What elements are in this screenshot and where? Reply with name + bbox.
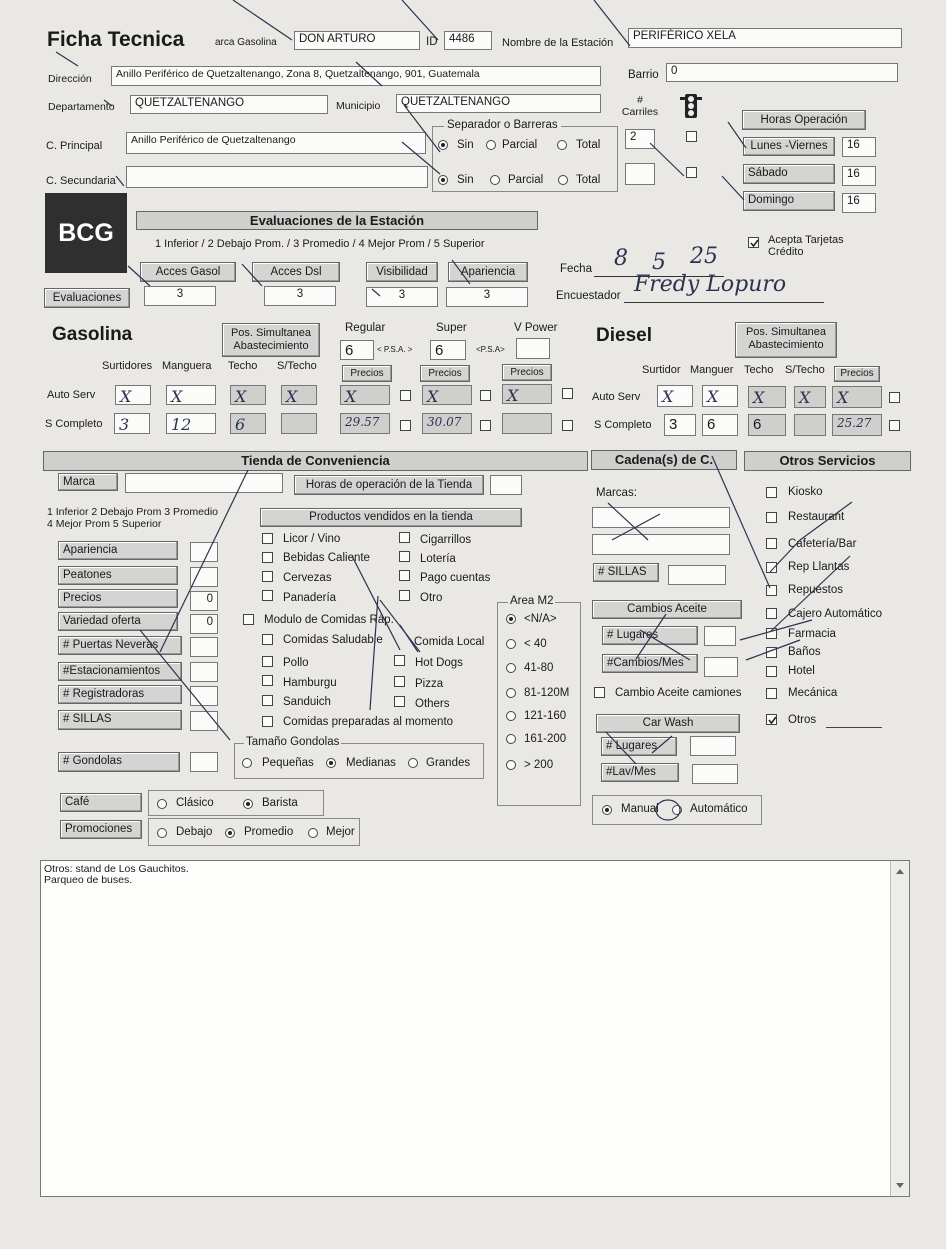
gas-sc-techo[interactable]: 6 [230,413,266,434]
separador-label: Separador o Barreras [444,119,561,131]
area-160-radio[interactable] [506,711,516,721]
notes-line-2: Parqueo de buses. [44,874,133,886]
tienda-header: Tienda de Conveniencia [43,451,588,471]
precios-regular-button[interactable]: Precios [342,365,392,382]
tienda-registradoras-button[interactable]: # Registradoras [58,685,182,704]
area-more-label: > 200 [524,759,554,771]
direccion-field[interactable]: Anillo Periférico de Quetzaltenango, Zona 8, Quetzaltenango, 901, Guatemala [111,66,601,86]
area-120-label: 81-120M [524,687,570,699]
gas-auto-surtidores[interactable]: X [115,385,151,405]
manual-label: Manual [621,803,659,815]
tienda-variedad-button[interactable]: Variedad oferta [58,612,178,631]
tienda-registradoras-field[interactable] [190,686,218,706]
marcas-field-2[interactable] [592,534,730,555]
sep1-total-label: Total [576,139,601,151]
medianas-radio[interactable] [326,758,336,768]
horas-operacion-button[interactable]: Horas Operación [742,110,866,130]
encuestador-label: Encuestador [556,290,621,302]
pequenas-radio[interactable] [242,758,252,768]
gas-sc-regular-checkbox[interactable] [400,420,411,431]
kiosko-checkbox[interactable] [766,487,777,498]
sanduich-checkbox[interactable] [262,695,273,706]
cervezas-label: Cervezas [283,572,332,584]
domingo-button[interactable]: Domingo [743,191,835,211]
apariencia-button[interactable]: Apariencia [448,262,528,282]
gas-sc-precio-regular[interactable]: 29.57 [340,413,390,434]
gas-sc-manguera[interactable]: 12 [166,413,216,434]
regular-label: Regular [345,322,386,334]
cadena-sillas-field[interactable] [668,565,726,585]
restaurant-checkbox[interactable] [766,512,777,523]
gas-auto-precio-regular[interactable]: X [340,385,390,405]
diesel-auto-checkbox[interactable] [889,392,900,403]
cafeteria-checkbox[interactable] [766,538,777,549]
hot-dogs-checkbox[interactable] [394,655,405,666]
diesel-auto-stecho[interactable]: X [794,386,826,408]
area-120-radio[interactable] [506,688,516,698]
grandes-radio[interactable] [408,758,418,768]
tienda-scale-2: 4 Mejor Prom 5 Superior [47,518,162,530]
promedio-label: Promedio [244,826,294,838]
cervezas-checkbox[interactable] [262,571,273,582]
sep2-total-label: Total [576,174,601,186]
loteria-checkbox[interactable] [399,551,410,562]
carriles-field-1[interactable]: 2 [625,129,655,149]
car-wash-button[interactable]: Car Wash [596,714,740,733]
tamano-gondolas-label: Tamaño Gondolas [246,736,340,748]
departamento-field[interactable]: QUETZALTENANGO [130,95,328,114]
gas-auto-stecho[interactable]: X [281,385,317,405]
gas-auto-vpower-checkbox[interactable] [562,388,573,399]
hotel-label: Hotel [788,665,815,677]
nombre-label: Nombre de la Estación [502,37,614,49]
repuestos-checkbox[interactable] [766,585,777,596]
kiosko-label: Kiosko [788,486,823,498]
gas-sc-precio-super[interactable]: 30.07 [422,413,472,434]
otros-line [826,727,882,728]
encuestador-line [624,302,824,303]
encuestador-signature: Fredy Lopuro [634,272,787,297]
banos-checkbox[interactable] [766,647,777,658]
gas-auto-super-checkbox[interactable] [480,390,491,401]
carwash-lugares-field[interactable] [690,736,736,756]
fecha-label: Fecha [560,263,592,275]
modulo-comidas-checkbox[interactable] [243,614,254,625]
diesel-pos-simultanea-button[interactable]: Pos. Simultanea Abastecimiento [735,322,837,358]
otro-label: Otro [420,592,443,604]
notes-textarea[interactable] [40,860,910,1197]
diesel-sc-manguera[interactable]: 6 [702,414,738,436]
pollo-checkbox[interactable] [262,656,273,667]
tienda-gondolas-field[interactable] [190,752,218,772]
psa-label-2: <P.S.A> [476,345,505,354]
area-40-label: < 40 [524,638,547,650]
barrio-label: Barrio [628,69,659,81]
rep-llantas-label: Rep Llantas [788,561,850,573]
diesel-sc-stecho[interactable] [794,414,826,436]
manguera-label: Manguera [162,360,212,372]
tienda-precios-field[interactable]: 0 [190,591,218,611]
super-label: Super [436,322,467,334]
grandes-label: Grandes [426,757,471,769]
cajero-checkbox[interactable] [766,608,777,619]
hamburgu-label: Hamburgu [283,677,337,689]
csecundaria-field[interactable] [126,166,428,188]
panaderia-label: Panadería [283,592,337,604]
horas-tienda-field[interactable] [490,475,522,495]
gasolina-title: Gasolina [52,324,133,345]
diesel-auto-manguera[interactable]: X [702,385,738,407]
otros-servicios-header: Otros Servicios [744,451,911,471]
tienda-apariencia-button[interactable]: Apariencia [58,541,178,560]
gas-auto-precio-super[interactable]: X [422,385,472,405]
cambios-aceite-button[interactable]: Cambios Aceite [592,600,742,619]
surtidores-label: Surtidores [102,360,153,372]
promociones-button[interactable]: Promociones [60,820,142,839]
gas-auto-techo[interactable]: X [230,385,266,405]
modulo-comidas-label: Modulo de Comidas Ráp. [264,614,394,626]
carwash-lugares-button[interactable]: # Lugares [601,737,677,756]
sep1-parcial-label: Parcial [502,139,538,151]
pollo-label: Pollo [283,657,309,669]
diesel-auto-serv-label: Auto Serv [592,391,641,403]
farmacia-label: Farmacia [788,628,836,640]
traffic-light-icon [680,93,702,119]
gas-auto-serv-label: Auto Serv [47,389,96,401]
cafeteria-label: Cafetería/Bar [788,538,857,550]
diesel-auto-techo[interactable]: X [748,386,786,408]
area-40-radio[interactable] [506,639,516,649]
evaluaciones-button[interactable]: Evaluaciones [44,288,130,308]
tienda-precios-button[interactable]: Precios [58,589,178,608]
bcg-logo: BCG [45,193,127,273]
diesel-auto-surtidor[interactable]: X [657,385,693,407]
gas-sc-precio-vpower[interactable] [502,413,552,434]
area-more-radio[interactable] [506,760,516,770]
aceite-camiones-label: Cambio Aceite camiones [615,687,742,699]
gas-auto-regular-checkbox[interactable] [400,390,411,401]
diesel-sc-techo[interactable]: 6 [748,414,786,436]
cprincipal-field[interactable]: Anillo Periférico de Quetzaltenango [126,132,426,154]
panaderia-checkbox[interactable] [262,590,273,601]
tienda-peatones-button[interactable]: Peatones [58,566,178,585]
marca-label: arca Gasolina [215,37,277,48]
vpower-field[interactable] [516,338,550,359]
area-na-label: <N/A> [524,613,557,625]
mecanica-checkbox[interactable] [766,688,777,699]
precios-vpower-button[interactable]: Precios [502,364,552,381]
cambios-lugares-button[interactable]: # Lugares [602,626,698,645]
stecho-label: S/Techo [277,360,317,372]
gas-sc-surtidores[interactable]: 3 [114,413,150,434]
gas-scompleto-label: S Completo [45,418,103,430]
otros-checkbox[interactable] [766,714,777,725]
tienda-puertas-button[interactable]: # Puertas Neveras [58,636,182,655]
gas-auto-manguera[interactable]: X [166,385,216,405]
scroll-up-icon[interactable] [891,865,909,879]
barista-label: Barista [262,797,298,809]
gas-pos-simultanea-button[interactable]: Pos. Simultanea Abastecimiento [222,323,320,357]
comidas-preparadas-label: Comidas preparadas al momento [283,716,454,728]
eval-visibilidad-field[interactable]: 3 [366,287,438,307]
page-title: Ficha Tecnica [47,28,185,51]
cadena-sillas-button[interactable]: # SILLAS [593,563,659,582]
eval-acces-gasol-field[interactable]: 3 [144,286,216,306]
sep2-total-radio[interactable] [558,175,568,185]
barista-radio[interactable] [243,799,253,809]
barrio-field[interactable]: 0 [666,63,898,82]
sabado-button[interactable]: Sábado [743,164,835,184]
area-group [497,602,581,806]
bebidas-checkbox[interactable] [262,552,273,563]
tienda-sillas-button[interactable]: # SILLAS [58,710,182,730]
municipio-field[interactable]: QUETZALTENANGO [396,94,601,113]
licor-label: Licor / Vino [283,533,341,545]
debajo-label: Debajo [176,826,213,838]
carriles-label: # Carriles [621,94,659,118]
cafe-button[interactable]: Café [60,793,142,812]
cambios-lugares-field[interactable] [704,626,736,646]
lav-mes-button[interactable]: #Lav/Mes [601,763,679,782]
aceite-camiones-checkbox[interactable] [594,687,605,698]
mejor-radio[interactable] [308,828,318,838]
mejor-label: Mejor [326,826,355,838]
tienda-estacionamientos-field[interactable] [190,662,218,682]
sep1-sin-radio[interactable] [438,140,448,150]
area-80-label: 41-80 [524,662,554,674]
tienda-peatones-field[interactable] [190,567,218,587]
eval-scale: 1 Inferior / 2 Debajo Prom. / 3 Promedio / 4 Mejor Prom / 5 Superior [155,238,485,250]
marca-field[interactable]: DON ARTURO [294,31,420,50]
scroll-down-icon[interactable] [891,1178,909,1192]
comidas-preparadas-checkbox[interactable] [262,716,273,727]
area-200-label: 161-200 [524,733,567,745]
gas-sc-vpower-checkbox[interactable] [562,420,573,431]
productos-button[interactable]: Productos vendidos en la tienda [260,508,522,527]
automatico-label: Automático [690,803,748,815]
banos-label: Baños [788,646,821,658]
sep2-parcial-radio[interactable] [490,175,500,185]
hotel-checkbox[interactable] [766,666,777,677]
area-label: Area M2 [510,595,554,607]
fecha-dia: 8 [614,246,628,271]
vpower-label: V Power [514,322,558,334]
manual-radio[interactable] [602,805,612,815]
acces-dsl-button[interactable]: Acces Dsl [252,262,340,282]
fecha-anio: 25 [690,244,718,269]
restaurant-label: Restaurant [788,511,845,523]
notes-scrollbar[interactable] [890,861,909,1196]
cambios-mes-button[interactable]: #Cambios/Mes [602,654,698,673]
repuestos-label: Repuestos [788,584,843,596]
gas-auto-precio-vpower[interactable]: X [502,384,552,404]
precios-super-button[interactable]: Precios [420,365,470,382]
comida-local-label: Comida Local [414,636,485,648]
diesel-techo-label: Techo [744,364,774,376]
loteria-label: Lotería [420,553,456,565]
carriles-field-2[interactable] [625,163,655,185]
cambios-mes-field[interactable] [704,657,738,677]
bebidas-label: Bebidas Caliente [283,552,370,564]
sep2-sin-radio[interactable] [438,175,448,185]
tienda-variedad-field[interactable]: 0 [190,614,218,634]
eval-acces-dsl-field[interactable]: 3 [264,286,336,306]
csecundaria-label: C. Secundaria [46,175,116,187]
hamburgu-checkbox[interactable] [262,675,273,686]
carriles-checkbox-1[interactable] [686,131,697,142]
pizza-label: Pizza [415,678,444,690]
municipio-label: Municipio [336,100,381,112]
lunes-viernes-button[interactable]: Lunes -Viernes [743,137,835,156]
diesel-stecho-label: S/Techo [785,364,825,376]
cigarrillos-label: Cigarrillos [420,534,472,546]
clasico-label: Clásico [176,797,214,809]
comidas-saludable-checkbox[interactable] [262,634,273,645]
tienda-marca-field[interactable] [125,473,283,493]
hot-dogs-label: Hot Dogs [415,657,463,669]
pago-cuentas-checkbox[interactable] [399,570,410,581]
sep2-sin-label: Sin [457,174,474,186]
pago-cuentas-label: Pago cuentas [420,572,491,584]
marcas-field-1[interactable] [592,507,730,528]
others-label: Others [415,698,450,710]
diesel-precios-button[interactable]: Precios [834,366,880,382]
tienda-apariencia-field[interactable] [190,542,218,562]
cprincipal-label: C. Principal [46,140,103,152]
tienda-sillas-field[interactable] [190,711,218,731]
sep2-parcial-label: Parcial [508,174,544,186]
psa-label-1: < P.S.A. > [377,345,413,354]
domingo-field[interactable]: 16 [842,193,876,213]
marcas-label: Marcas: [596,487,637,499]
diesel-auto-precio[interactable]: X [832,386,882,408]
farmacia-checkbox[interactable] [766,628,777,639]
otros-label: Otros [788,714,817,726]
tienda-marca-button[interactable]: Marca [58,473,118,491]
sanduich-label: Sanduich [283,696,331,708]
area-na-radio[interactable] [506,614,516,624]
mecanica-label: Mecánica [788,687,838,699]
pequenas-label: Pequeñas [262,757,314,769]
rep-llantas-checkbox[interactable] [766,562,777,573]
nombre-field[interactable]: PERIFÉRICO XELA [628,28,902,48]
tienda-scale-1: 1 Inferior 2 Debajo Prom 3 Promedio [47,506,218,518]
departamento-label: Departamento [48,101,115,113]
acces-gasol-button[interactable]: Acces Gasol [140,262,236,282]
clasico-radio[interactable] [157,799,167,809]
evaluaciones-header: Evaluaciones de la Estación [136,211,538,230]
diesel-sc-surtidor[interactable]: 3 [664,414,696,436]
tienda-estacionamientos-button[interactable]: #Estacionamientos [58,662,182,681]
cadena-header: Cadena(s) de C. [591,450,737,470]
gas-sc-stecho[interactable] [281,413,317,434]
promedio-radio[interactable] [225,828,235,838]
cigarrillos-checkbox[interactable] [399,532,410,543]
carriles-checkbox-2[interactable] [686,167,697,178]
pizza-checkbox[interactable] [394,676,405,687]
tienda-gondolas-button[interactable]: # Gondolas [58,752,180,772]
super-field[interactable]: 6 [430,340,466,360]
diesel-title: Diesel [596,325,652,346]
automatico-radio[interactable] [672,805,682,815]
fecha-mes: 5 [652,250,666,275]
visibilidad-button[interactable]: Visibilidad [366,262,438,282]
id-label: ID [426,36,438,48]
others-checkbox[interactable] [394,696,405,707]
id-field[interactable]: 4486 [444,31,492,50]
diesel-sc-precio[interactable]: 25.27 [832,414,882,436]
lav-mes-field[interactable] [692,764,738,784]
area-160-label: 121-160 [524,710,567,722]
cajero-label: Cajero Automático [788,608,882,620]
eval-apariencia-field[interactable]: 3 [446,287,528,307]
diesel-manguer-label: Manguer [690,364,734,376]
tienda-puertas-field[interactable] [190,637,218,657]
diesel-surtidor-label: Surtidor [642,364,681,376]
comidas-saludable-label: Comidas Saludable [283,634,383,646]
diesel-sc-checkbox[interactable] [889,420,900,431]
acepta-tarjetas-label: Acepta Tarjetas Crédito [768,234,844,258]
diesel-scompleto-label: S Completo [594,419,652,431]
sep1-total-radio[interactable] [557,140,567,150]
notes-line-1: Otros: stand de Los Gauchitos. [44,863,189,875]
licor-checkbox[interactable] [262,533,273,544]
debajo-radio[interactable] [157,828,167,838]
sep1-sin-label: Sin [457,139,474,151]
otro-checkbox[interactable] [399,590,410,601]
techo-label: Techo [228,360,258,372]
area-80-radio[interactable] [506,663,516,673]
area-200-radio[interactable] [506,734,516,744]
gas-sc-super-checkbox[interactable] [480,420,491,431]
sabado-field[interactable]: 16 [842,166,876,186]
lunes-viernes-field[interactable]: 16 [842,137,876,157]
regular-field[interactable]: 6 [340,340,374,360]
sep1-parcial-radio[interactable] [486,140,496,150]
horas-tienda-button[interactable]: Horas de operación de la Tienda [294,475,484,495]
direccion-label: Dirección [48,73,92,85]
medianas-label: Medianas [346,757,396,769]
acepta-tarjetas-checkbox[interactable] [748,237,759,248]
